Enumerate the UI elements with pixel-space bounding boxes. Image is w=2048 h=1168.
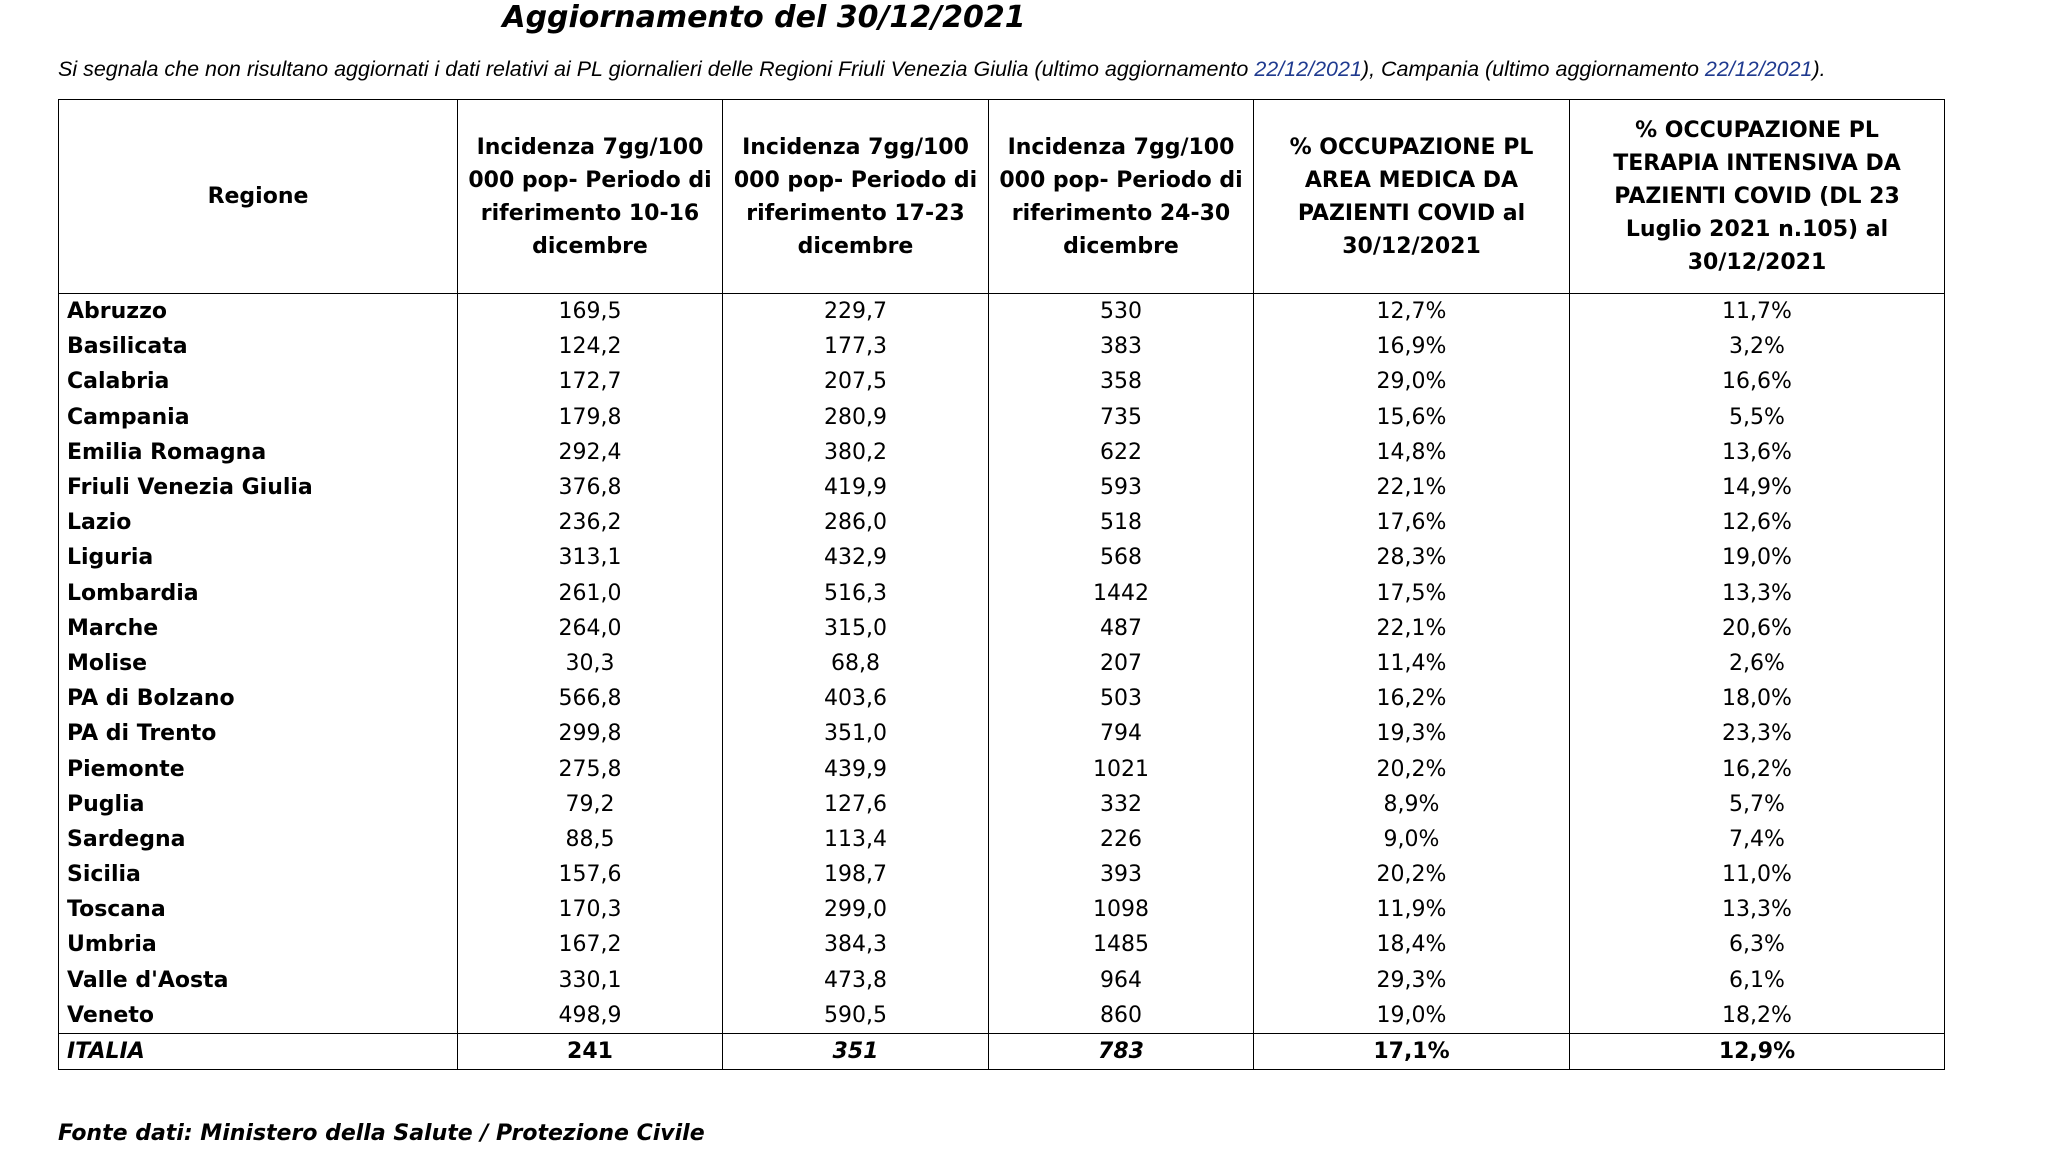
terapia-intensiva-cell: 18,2% (1570, 998, 1945, 1034)
area-medica-cell: 16,9% (1254, 329, 1570, 364)
incidence-24-30-cell: 358 (989, 364, 1254, 399)
terapia-intensiva-cell: 13,3% (1570, 892, 1945, 927)
incidence-17-23-cell: 403,6 (723, 681, 989, 716)
incidence-17-23-cell: 207,5 (723, 364, 989, 399)
incidence-24-30-cell: 964 (989, 963, 1254, 998)
incidence-24-30-cell: 332 (989, 787, 1254, 822)
area-medica-cell: 14,8% (1254, 435, 1570, 470)
note-text-1: Si segnala che non risultano aggiornati i dati relativi ai PL giornalieri delle Regioni Friuli Venezia Giulia (ultimo aggiornamento (58, 57, 1255, 81)
note-text-3: ). (1812, 57, 1826, 81)
area-medica-cell: 15,6% (1254, 400, 1570, 435)
incidence-24-30-cell: 393 (989, 857, 1254, 892)
data-source: Fonte dati: Ministero della Salute / Protezione Civile (58, 1121, 705, 1146)
incidence-10-16-cell: 79,2 (458, 787, 723, 822)
incidence-24-30-cell: 593 (989, 470, 1254, 505)
table-body (59, 294, 1945, 1070)
area-medica-cell: 29,0% (1254, 364, 1570, 399)
incidence-24-30-cell: 622 (989, 435, 1254, 470)
incidence-10-16-cell: 264,0 (458, 611, 723, 646)
area-medica-cell: 16,2% (1254, 681, 1570, 716)
incidence-table (58, 99, 1945, 1070)
terapia-intensiva-cell: 20,6% (1570, 611, 1945, 646)
table-row (59, 576, 1945, 611)
page-title (0, 0, 2048, 36)
incidence-10-16-cell: 292,4 (458, 435, 723, 470)
incidence-17-23-cell: 380,2 (723, 435, 989, 470)
incidence-10-16-cell: 498,9 (458, 998, 723, 1034)
incidence-24-30-cell: 735 (989, 400, 1254, 435)
table-row (59, 470, 1945, 505)
incidence-17-23-cell: 198,7 (723, 857, 989, 892)
terapia-intensiva-cell: 6,1% (1570, 963, 1945, 998)
table-row (59, 787, 1945, 822)
header-incidenza-24-30: Incidenza 7gg/100 000 pop- Periodo di riferimento 24-30 dicembre (989, 100, 1254, 294)
region-cell: Lazio (59, 505, 458, 540)
table-row (59, 963, 1945, 998)
incidence-10-16-cell: 261,0 (458, 576, 723, 611)
incidence-17-23-cell: 516,3 (723, 576, 989, 611)
incidence-17-23-cell: 590,5 (723, 998, 989, 1034)
terapia-intensiva-cell: 16,2% (1570, 751, 1945, 786)
terapia-intensiva-cell: 2,6% (1570, 646, 1945, 681)
area-medica-cell: 12,7% (1254, 294, 1570, 330)
incidence-17-23-cell: 127,6 (723, 787, 989, 822)
incidence-24-30-cell: 568 (989, 540, 1254, 575)
terapia-intensiva-cell: 11,0% (1570, 857, 1945, 892)
incidence-17-23-cell: 384,3 (723, 927, 989, 962)
region-cell: Umbria (59, 927, 458, 962)
terapia-intensiva-cell: 18,0% (1570, 681, 1945, 716)
table-row (59, 540, 1945, 575)
table-row (59, 716, 1945, 751)
area-medica-cell: 20,2% (1254, 751, 1570, 786)
region-cell: Sicilia (59, 857, 458, 892)
table-row (59, 329, 1945, 364)
incidence-10-16-cell: 330,1 (458, 963, 723, 998)
region-cell: Veneto (59, 998, 458, 1034)
region-cell: Liguria (59, 540, 458, 575)
region-cell: Sardegna (59, 822, 458, 857)
incidence-24-30-cell: 530 (989, 294, 1254, 330)
region-cell: Toscana (59, 892, 458, 927)
total-region-cell: ITALIA (59, 1033, 458, 1069)
incidence-24-30-cell: 1098 (989, 892, 1254, 927)
incidence-24-30-cell: 383 (989, 329, 1254, 364)
incidence-10-16-cell: 566,8 (458, 681, 723, 716)
page-title-text: Aggiornamento del 30/12/2021 (502, 0, 1026, 35)
region-cell: Marche (59, 611, 458, 646)
incidence-10-16-cell: 376,8 (458, 470, 723, 505)
incidence-10-16-cell: 299,8 (458, 716, 723, 751)
total-terapia-intensiva-cell: 12,9% (1570, 1033, 1945, 1069)
table-row (59, 681, 1945, 716)
note-date-1: 22/12/2021 (1254, 57, 1362, 81)
incidence-10-16-cell: 275,8 (458, 751, 723, 786)
region-cell: Piemonte (59, 751, 458, 786)
table-header-row (59, 100, 1945, 294)
incidence-17-23-cell: 280,9 (723, 400, 989, 435)
incidence-24-30-cell: 487 (989, 611, 1254, 646)
incidence-10-16-cell: 167,2 (458, 927, 723, 962)
table-row (59, 751, 1945, 786)
terapia-intensiva-cell: 7,4% (1570, 822, 1945, 857)
area-medica-cell: 20,2% (1254, 857, 1570, 892)
region-cell: Molise (59, 646, 458, 681)
terapia-intensiva-cell: 3,2% (1570, 329, 1945, 364)
incidence-17-23-cell: 432,9 (723, 540, 989, 575)
total-incidence-24-30-cell: 783 (989, 1033, 1254, 1069)
area-medica-cell: 17,5% (1254, 576, 1570, 611)
area-medica-cell: 28,3% (1254, 540, 1570, 575)
area-medica-cell: 18,4% (1254, 927, 1570, 962)
incidence-24-30-cell: 226 (989, 822, 1254, 857)
area-medica-cell: 17,6% (1254, 505, 1570, 540)
header-incidenza-17-23: Incidenza 7gg/100 000 pop- Periodo di riferimento 17-23 dicembre (723, 100, 989, 294)
incidence-24-30-cell: 518 (989, 505, 1254, 540)
area-medica-cell: 9,0% (1254, 822, 1570, 857)
incidence-17-23-cell: 419,9 (723, 470, 989, 505)
area-medica-cell: 8,9% (1254, 787, 1570, 822)
incidence-24-30-cell: 1442 (989, 576, 1254, 611)
incidence-24-30-cell: 794 (989, 716, 1254, 751)
terapia-intensiva-cell: 13,6% (1570, 435, 1945, 470)
header-incidenza-10-16: Incidenza 7gg/100 000 pop- Periodo di riferimento 10-16 dicembre (458, 100, 723, 294)
terapia-intensiva-cell: 11,7% (1570, 294, 1945, 330)
region-cell: Calabria (59, 364, 458, 399)
area-medica-cell: 19,0% (1254, 998, 1570, 1034)
incidence-24-30-cell: 1485 (989, 927, 1254, 962)
terapia-intensiva-cell: 5,7% (1570, 787, 1945, 822)
table-row (59, 822, 1945, 857)
region-cell: Lombardia (59, 576, 458, 611)
incidence-17-23-cell: 315,0 (723, 611, 989, 646)
region-cell: PA di Bolzano (59, 681, 458, 716)
area-medica-cell: 22,1% (1254, 611, 1570, 646)
terapia-intensiva-cell: 12,6% (1570, 505, 1945, 540)
incidence-17-23-cell: 299,0 (723, 892, 989, 927)
incidence-10-16-cell: 179,8 (458, 400, 723, 435)
table-row (59, 927, 1945, 962)
incidence-10-16-cell: 157,6 (458, 857, 723, 892)
table-row (59, 611, 1945, 646)
incidence-17-23-cell: 68,8 (723, 646, 989, 681)
incidence-17-23-cell: 286,0 (723, 505, 989, 540)
table-row (59, 998, 1945, 1034)
incidence-17-23-cell: 473,8 (723, 963, 989, 998)
terapia-intensiva-cell: 19,0% (1570, 540, 1945, 575)
region-cell: Abruzzo (59, 294, 458, 330)
table-row (59, 400, 1945, 435)
region-cell: Basilicata (59, 329, 458, 364)
header-occupazione-area-medica: % OCCUPAZIONE PL AREA MEDICA DA PAZIENTI COVID al 30/12/2021 (1254, 100, 1570, 294)
table-row (59, 892, 1945, 927)
terapia-intensiva-cell: 13,3% (1570, 576, 1945, 611)
table-row (59, 857, 1945, 892)
incidence-17-23-cell: 439,9 (723, 751, 989, 786)
region-cell: PA di Trento (59, 716, 458, 751)
area-medica-cell: 11,9% (1254, 892, 1570, 927)
incidence-24-30-cell: 207 (989, 646, 1254, 681)
total-area-medica-cell: 17,1% (1254, 1033, 1570, 1069)
terapia-intensiva-cell: 6,3% (1570, 927, 1945, 962)
incidence-24-30-cell: 503 (989, 681, 1254, 716)
header-regione: Regione (59, 100, 458, 294)
region-cell: Friuli Venezia Giulia (59, 470, 458, 505)
note-date-2: 22/12/2021 (1704, 57, 1813, 81)
incidence-10-16-cell: 30,3 (458, 646, 723, 681)
incidence-24-30-cell: 1021 (989, 751, 1254, 786)
area-medica-cell: 22,1% (1254, 470, 1570, 505)
incidence-17-23-cell: 113,4 (723, 822, 989, 857)
table-row (59, 364, 1945, 399)
incidence-10-16-cell: 236,2 (458, 505, 723, 540)
table-total-row (59, 1033, 1945, 1069)
incidence-10-16-cell: 169,5 (458, 294, 723, 330)
incidence-10-16-cell: 170,3 (458, 892, 723, 927)
note-text-2: ), Campania (ultimo aggiornamento (1361, 57, 1705, 81)
terapia-intensiva-cell: 16,6% (1570, 364, 1945, 399)
terapia-intensiva-cell: 23,3% (1570, 716, 1945, 751)
terapia-intensiva-cell: 14,9% (1570, 470, 1945, 505)
incidence-10-16-cell: 172,7 (458, 364, 723, 399)
table-row (59, 505, 1945, 540)
total-incidence-17-23-cell: 351 (723, 1033, 989, 1069)
region-cell: Campania (59, 400, 458, 435)
table-row (59, 646, 1945, 681)
terapia-intensiva-cell: 5,5% (1570, 400, 1945, 435)
incidence-17-23-cell: 351,0 (723, 716, 989, 751)
incidence-17-23-cell: 177,3 (723, 329, 989, 364)
incidence-17-23-cell: 229,7 (723, 294, 989, 330)
table-row (59, 294, 1945, 330)
incidence-10-16-cell: 313,1 (458, 540, 723, 575)
update-note (58, 54, 2018, 84)
region-cell: Valle d'Aosta (59, 963, 458, 998)
incidence-10-16-cell: 124,2 (458, 329, 723, 364)
incidence-10-16-cell: 88,5 (458, 822, 723, 857)
total-incidence-10-16-cell: 241 (458, 1033, 723, 1069)
header-occupazione-terapia-intensiva: % OCCUPAZIONE PL TERAPIA INTENSIVA DA PAZIENTI COVID (DL 23 Luglio 2021 n.105) al 30/12/2021 (1570, 100, 1945, 294)
area-medica-cell: 11,4% (1254, 646, 1570, 681)
region-cell: Emilia Romagna (59, 435, 458, 470)
area-medica-cell: 29,3% (1254, 963, 1570, 998)
incidence-24-30-cell: 860 (989, 998, 1254, 1034)
table-row (59, 435, 1945, 470)
area-medica-cell: 19,3% (1254, 716, 1570, 751)
region-cell: Puglia (59, 787, 458, 822)
